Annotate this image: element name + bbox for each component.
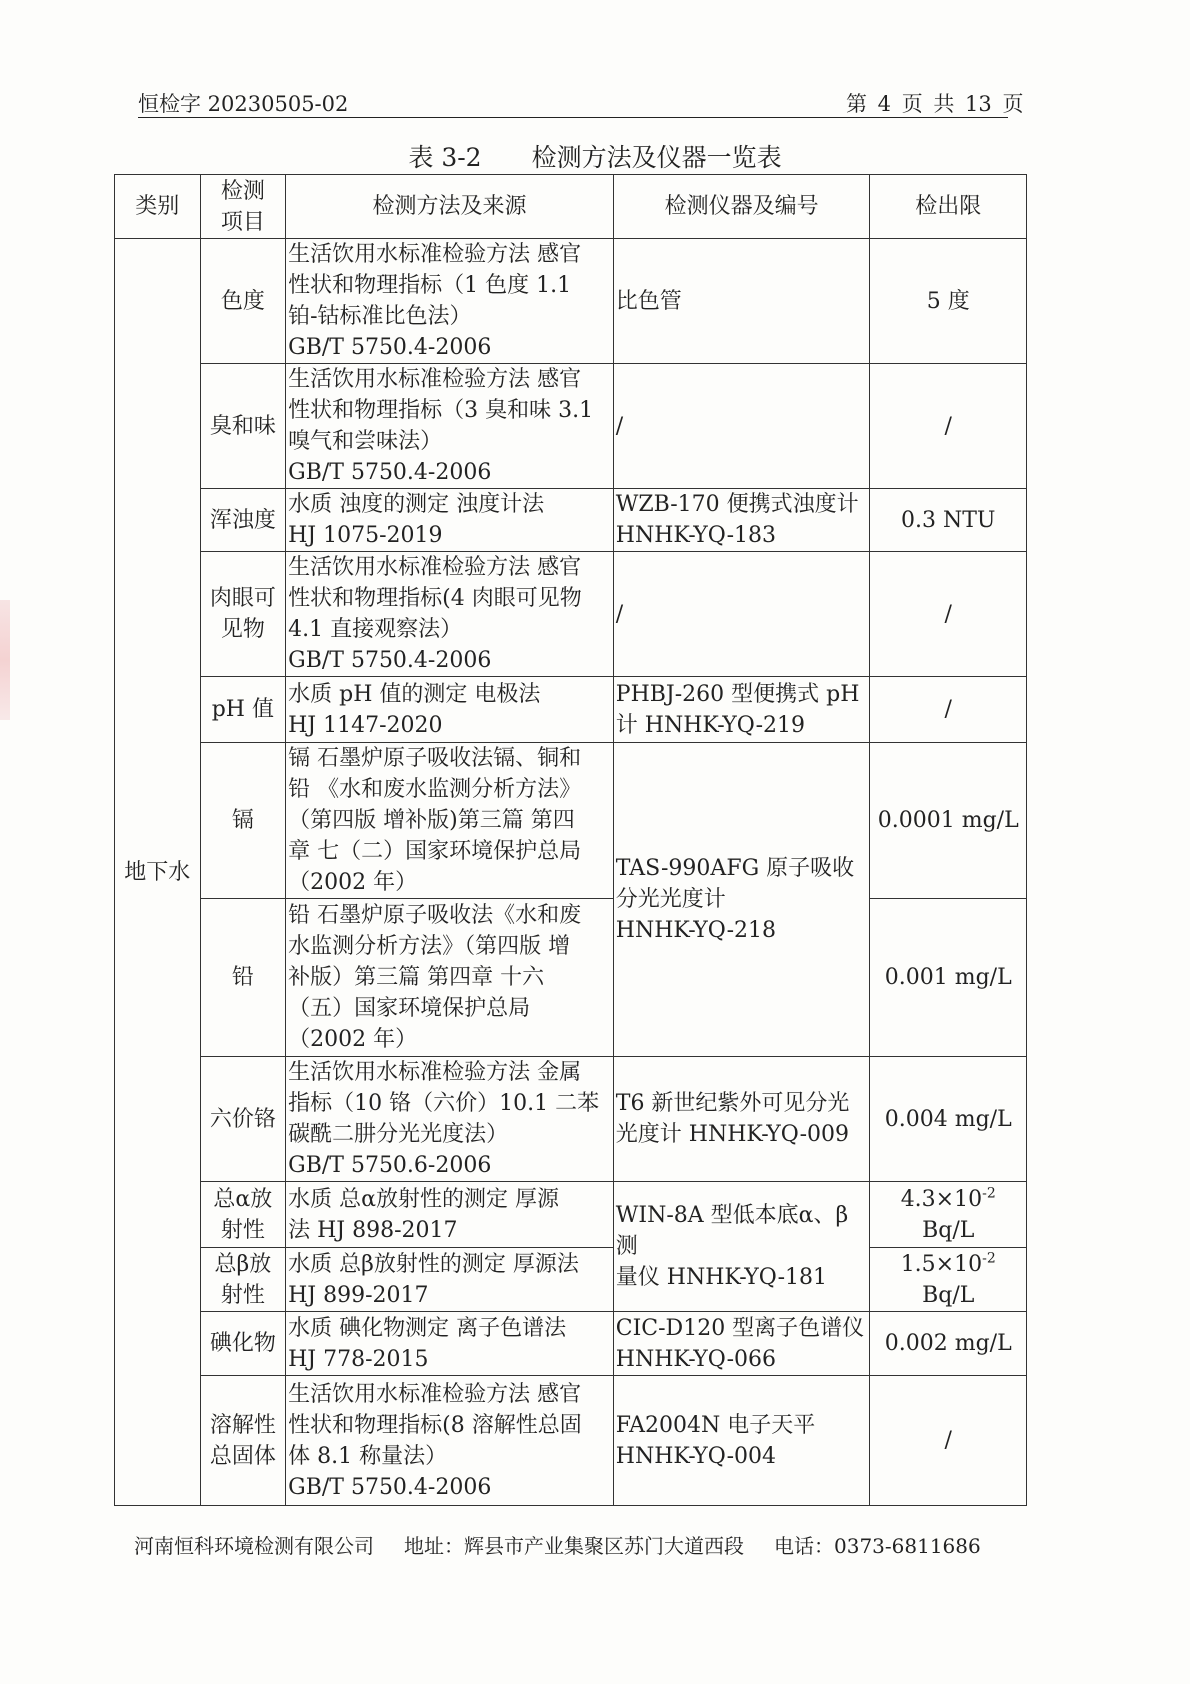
limit-cell: 0.0001 mg/L: [870, 743, 1027, 899]
item-cell: 溶解性 总固体: [200, 1376, 286, 1506]
header-instrument: 检测仪器及编号: [613, 175, 870, 239]
header-category: 类别: [115, 175, 201, 239]
limit-cell: /: [870, 1376, 1027, 1506]
limit-cell: $4.3\times 10^{-2}$ Bq/L: [870, 1182, 1027, 1248]
method-cell: 生活饮用水标准检验方法 感官 性状和物理指标（1 色度 1.1 铂-钴标准比色法） GB/T 5750.4-2006: [286, 239, 614, 364]
limit-cell: 0.3 NTU: [870, 489, 1027, 552]
method-cell: 水质 浊度的测定 浊度计法 HJ 1075-2019: [286, 489, 614, 552]
limit-cell: 5 度: [870, 239, 1027, 364]
table-number: 表 3-2: [408, 143, 482, 172]
limit-cell: 0.001 mg/L: [870, 899, 1027, 1057]
table-row: [115, 1182, 1027, 1248]
item-cell: 镉: [200, 743, 286, 899]
table-row: [115, 1312, 1027, 1376]
report-number: 恒检字 20230505-02: [138, 92, 349, 116]
limit-cell: 0.002 mg/L: [870, 1312, 1027, 1376]
item-cell: 总β放 射性: [200, 1248, 286, 1312]
table-row: [115, 239, 1027, 364]
limit-cell: /: [870, 677, 1027, 743]
instrument-cell-radiation: WIN-8A 型低本底α、β测 量仪 HNHK-YQ-181: [613, 1182, 870, 1312]
category-cell: 地下水: [115, 239, 201, 1506]
item-cell: 六价铬: [200, 1057, 286, 1182]
method-cell: 铅 石墨炉原子吸收法《水和废 水监测分析方法》（第四版 增 补版）第三篇 第四章 十六 （五）国家环境保护总局 （2002 年）: [286, 899, 614, 1057]
table-row: [115, 743, 1027, 899]
limit-cell: /: [870, 552, 1027, 677]
method-cell: 水质 碘化物测定 离子色谱法 HJ 778-2015: [286, 1312, 614, 1376]
table-row: [115, 1248, 1027, 1312]
item-cell: 总α放 射性: [200, 1182, 286, 1248]
item-cell: 色度: [200, 239, 286, 364]
item-cell: 臭和味: [200, 364, 286, 489]
item-cell: 碘化物: [200, 1312, 286, 1376]
method-cell: 生活饮用水标准检验方法 感官 性状和物理指标(4 肉眼可见物 4.1 直接观察法） GB/T 5750.4-2006: [286, 552, 614, 677]
table-row: [115, 364, 1027, 489]
instrument-cell: CIC-D120 型离子色谱仪 HNHK-YQ-066: [613, 1312, 870, 1376]
instrument-cell: T6 新世纪紫外可见分光 光度计 HNHK-YQ-009: [613, 1057, 870, 1182]
method-cell: 水质 pH 值的测定 电极法 HJ 1147-2020: [286, 677, 614, 743]
item-cell: pH 值: [200, 677, 286, 743]
table-row: [115, 1057, 1027, 1182]
limit-cell: 0.004 mg/L: [870, 1057, 1027, 1182]
page-footer: [134, 1530, 1011, 1559]
instrument-cell-aas: TAS-990AFG 原子吸收 分光光度计 HNHK-YQ-218: [613, 743, 870, 1057]
header-item: 检测 项目: [200, 175, 286, 239]
footer-address: 地址：辉县市产业集聚区苏门大道西段: [404, 1534, 744, 1558]
footer-company: 河南恒科环境检测有限公司: [134, 1534, 374, 1558]
table-row: [115, 677, 1027, 743]
limit-cell: /: [870, 364, 1027, 489]
method-cell: 生活饮用水标准检验方法 感官 性状和物理指标(8 溶解性总固 体 8.1 称量法） GB/T 5750.4-2006: [286, 1376, 614, 1506]
paper-stain: [0, 600, 10, 720]
table-row: [115, 1376, 1027, 1506]
item-cell: 铅: [200, 899, 286, 1057]
table-row: [115, 899, 1027, 1057]
table-name: 检测方法及仪器一览表: [531, 143, 782, 172]
header-rule: [138, 117, 1008, 118]
table-header-row: [115, 175, 1027, 239]
header-limit: 检出限: [870, 175, 1027, 239]
table-row: [115, 552, 1027, 677]
method-cell: 生活饮用水标准检验方法 感官 性状和物理指标（3 臭和味 3.1 嗅气和尝味法） GB/T 5750.4-2006: [286, 364, 614, 489]
instrument-cell: /: [613, 364, 870, 489]
instrument-cell: WZB-170 便携式浊度计 HNHK-YQ-183: [613, 489, 870, 552]
instrument-cell: FA2004N 电子天平 HNHK-YQ-004: [613, 1376, 870, 1506]
item-cell: 浑浊度: [200, 489, 286, 552]
limit-cell: $1.5\times 10^{-2}$ Bq/L: [870, 1248, 1027, 1312]
instrument-cell: /: [613, 552, 870, 677]
table-row: [115, 489, 1027, 552]
method-cell: 镉 石墨炉原子吸收法镉、铜和 铅 《水和废水监测分析方法》 （第四版 增补版)第三篇 第四 章 七（二）国家环境保护总局 （2002 年）: [286, 743, 614, 899]
page-info: 第 4 页 共 13 页: [846, 92, 1024, 116]
footer-phone: 电话：0373-6811686: [774, 1534, 981, 1558]
instrument-cell: PHBJ-260 型便携式 pH 计 HNHK-YQ-219: [613, 677, 870, 743]
instrument-cell: 比色管: [613, 239, 870, 364]
method-cell: 水质 总β放射性的测定 厚源法 HJ 899-2017: [286, 1248, 614, 1312]
method-cell: 水质 总α放射性的测定 厚源 法 HJ 898-2017: [286, 1182, 614, 1248]
method-instrument-table: [114, 174, 1027, 1506]
item-cell: 肉眼可 见物: [200, 552, 286, 677]
method-cell: 生活饮用水标准检验方法 金属 指标（10 铬（六价）10.1 二苯 碳酰二肼分光光度法） GB/T 5750.6-2006: [286, 1057, 614, 1182]
table-title: [0, 138, 1190, 174]
header-method: 检测方法及来源: [286, 175, 614, 239]
